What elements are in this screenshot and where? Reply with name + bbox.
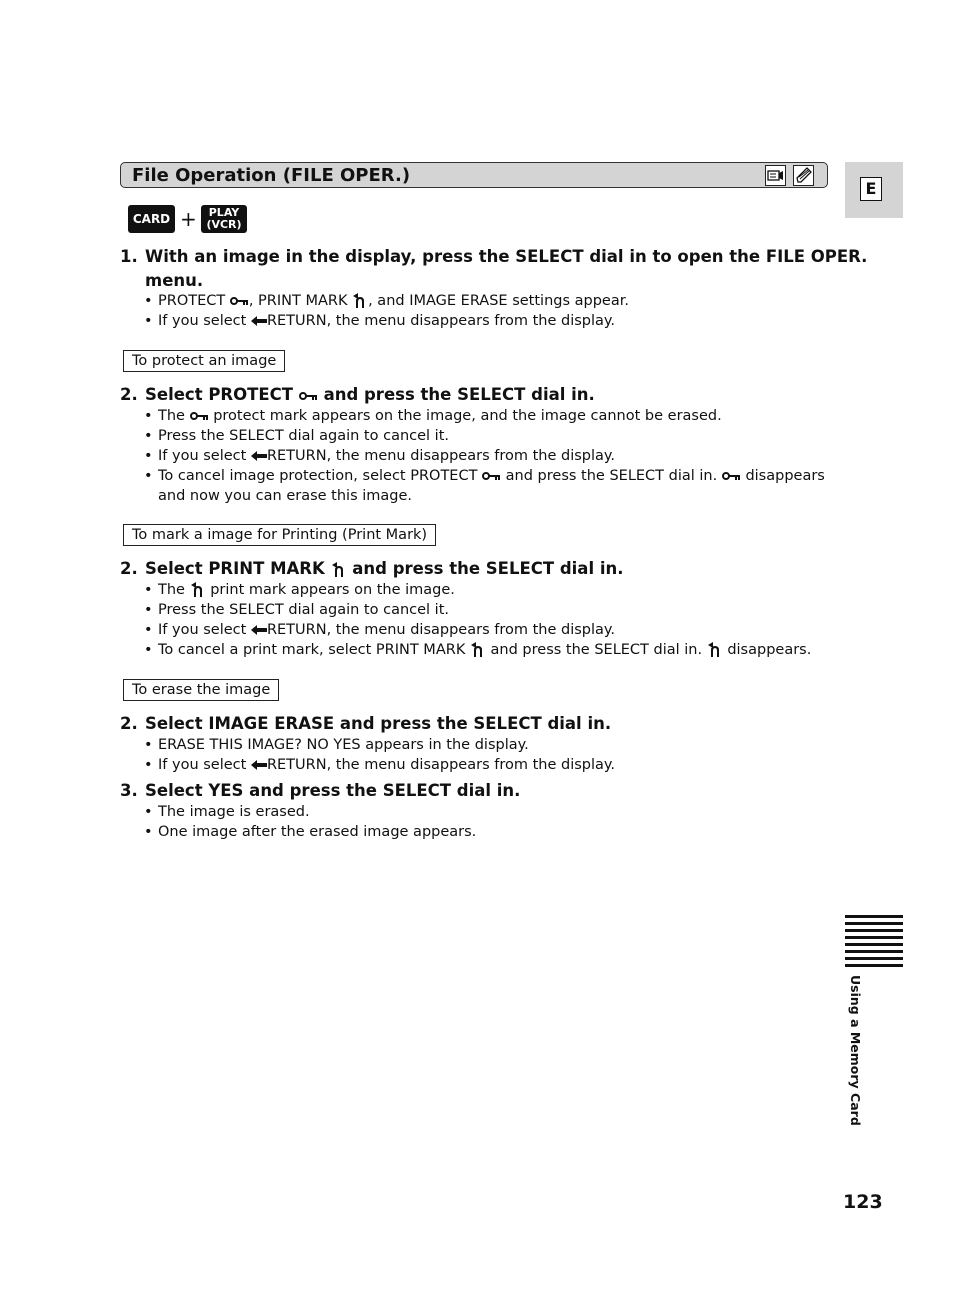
- confirm-bullets: [144, 802, 476, 842]
- erase-bullets: [144, 735, 615, 775]
- list-item: • ERASE THIS IMAGE? NO YES appears in the display.: [144, 735, 615, 755]
- card-mode-badge: CARD: [128, 205, 175, 233]
- return-arrow-icon: [251, 450, 267, 462]
- return-arrow-icon: [251, 315, 267, 327]
- step-text: With an image in the display, press the SELECT dial in to open the FILE OPER.: [145, 247, 868, 266]
- protect-key-icon: [230, 296, 249, 306]
- protect-step-heading: 2. Select PROTECT and press the SELECT dial in.: [120, 385, 595, 404]
- list-item: • The image is erased.: [144, 802, 476, 822]
- section-stripes: [845, 915, 903, 968]
- list-item: • If you select RETURN, the menu disappears from the display.: [144, 755, 615, 775]
- protect-key-icon: [482, 471, 501, 481]
- confirm-step-heading: 3. Select YES and press the SELECT dial in.: [120, 781, 521, 800]
- erase-section-label: To erase the image: [123, 679, 279, 701]
- pen-icon: [793, 165, 814, 186]
- list-item: • Press the SELECT dial again to cancel it.: [144, 426, 825, 446]
- list-item: • If you select RETURN, the menu disappears from the display.: [144, 311, 629, 331]
- protect-key-icon: [722, 471, 741, 481]
- return-arrow-icon: [251, 759, 267, 771]
- list-item: • To cancel image protection, select PROTECT and press the SELECT dial in. disappears and now you can erase this image.: [144, 466, 825, 506]
- list-item: • PROTECT , PRINT MARK , and IMAGE ERASE settings appear.: [144, 291, 629, 311]
- print-mark-icon: [470, 642, 486, 658]
- print-mark-section-label: To mark a image for Printing (Print Mark): [123, 524, 436, 546]
- play-label: PLAY: [208, 206, 240, 219]
- camera-mode-icon: [765, 165, 786, 186]
- print-mark-icon: [352, 293, 368, 309]
- list-item: • Press the SELECT dial again to cancel it.: [144, 600, 811, 620]
- return-arrow-icon: [251, 624, 267, 636]
- print-mark-step-heading: 2. Select PRINT MARK and press the SELECT dial in.: [120, 559, 624, 578]
- step-1-bullets: [144, 291, 629, 331]
- print-mark-icon: [707, 642, 723, 658]
- list-item: • If you select RETURN, the menu disappears from the display.: [144, 446, 825, 466]
- erase-step-heading: 2. Select IMAGE ERASE and press the SELECT dial in.: [120, 714, 612, 733]
- print-mark-icon: [190, 582, 206, 598]
- section-title-bar: [120, 162, 828, 188]
- language-tab: [845, 162, 903, 218]
- play-vcr-mode-badge: [201, 205, 247, 233]
- vcr-label: (VCR): [206, 218, 242, 231]
- list-item: • The protect mark appears on the image, and the image cannot be erased.: [144, 406, 825, 426]
- step-1-heading: [120, 245, 867, 293]
- protect-key-icon: [299, 391, 318, 401]
- step-number: 1.: [120, 247, 138, 266]
- list-item: • The print mark appears on the image.: [144, 580, 811, 600]
- list-item: • One image after the erased image appears.: [144, 822, 476, 842]
- protect-key-icon: [190, 411, 209, 421]
- page-number: 123: [843, 1191, 883, 1213]
- protect-section-label: To protect an image: [123, 350, 285, 372]
- step-text-continued: menu.: [145, 271, 204, 290]
- print-mark-bullets: [144, 580, 811, 660]
- section-title: File Operation (FILE OPER.): [132, 165, 411, 186]
- plus-sign: +: [180, 207, 197, 231]
- list-item: • To cancel a print mark, select PRINT MARK and press the SELECT dial in. disappears.: [144, 640, 811, 660]
- protect-bullets: [144, 406, 825, 506]
- chapter-label: Using a Memory Card: [848, 975, 863, 1126]
- language-letter: E: [860, 177, 882, 201]
- print-mark-icon: [331, 562, 347, 578]
- list-item: • If you select RETURN, the menu disappears from the display.: [144, 620, 811, 640]
